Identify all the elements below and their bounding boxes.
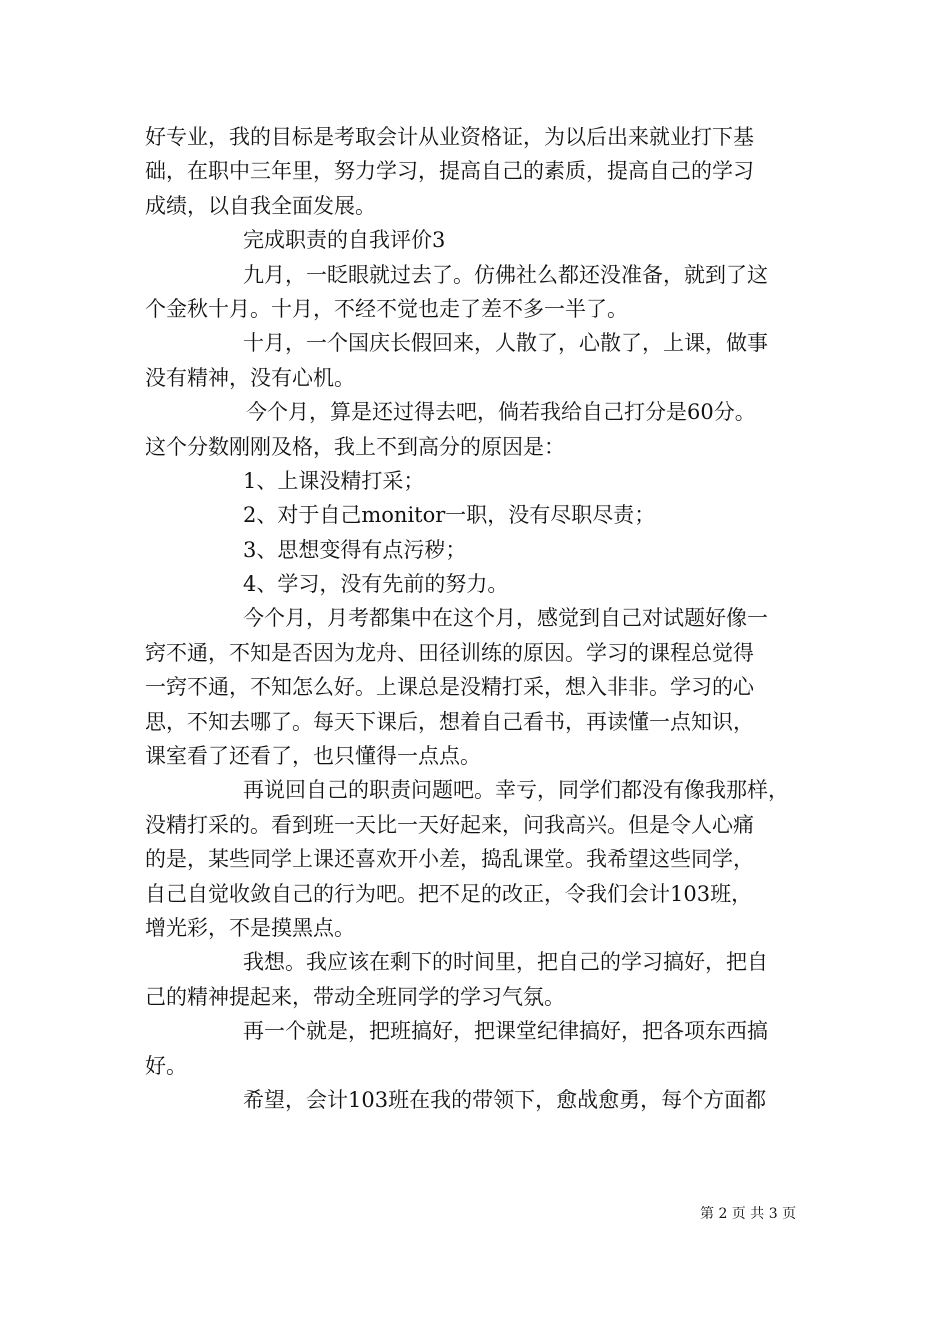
text-line: 再说回自己的职责问题吧。幸亏，同学们都没有像我那样，: [243, 778, 789, 803]
page-number: 第 2 页 共 3 页: [700, 1206, 797, 1222]
list-item: 2、对于自己monitor一职，没有尽职尽责；: [243, 503, 656, 528]
list-item: 3、思想变得有点污秽；: [243, 537, 467, 562]
list-item: 1、上课没精打采；: [243, 468, 425, 493]
text-line: 课室看了还看了，也只懂得一点点。: [145, 744, 481, 769]
document-body: [145, 120, 810, 1117]
text-line: 自己自觉收敛自己的行为吧。把不足的改正，令我们会计103班，: [145, 881, 753, 906]
text-line: 成绩，以自我全面发展。: [145, 193, 376, 218]
text-line: 一窍不通，不知怎么好。上课总是没精打采，想入非非。学习的心: [145, 675, 754, 700]
text-line: 今个月，月考都集中在这个月，感觉到自己对试题好像一: [243, 606, 768, 631]
text-line: 没精打采的。看到班一天比一天好起来，问我高兴。但是令人心痛: [145, 812, 754, 837]
text-line: 好专业，我的目标是考取会计从业资格证，为以后出来就业打下基: [145, 125, 754, 149]
text-line: 九月，一眨眼就过去了。仿佛社么都还没准备，就到了这: [243, 262, 768, 287]
list-item: 4、学习，没有先前的努力。: [243, 572, 509, 597]
text-line: 个金秋十月。十月，不经不觉也走了差不多一半了。: [145, 296, 628, 321]
text-line: 十月，一个国庆长假回来，人散了，心散了，上课，做事: [243, 331, 768, 356]
text-line: 没有精神，没有心机。: [145, 365, 355, 390]
text-line: 希望，会计103班在我的带领下，愈战愈勇，每个方面都: [243, 1087, 767, 1112]
section-heading: 完成职责的自我评价3: [243, 228, 446, 253]
text-line: 增光彩，不是摸黑点。: [145, 915, 355, 940]
text-line: 己的精神提起来，带动全班同学的学习气氛。: [145, 984, 565, 1009]
text-line: 好。: [145, 1053, 187, 1078]
text-line: 础，在职中三年里，努力学习，提高自己的素质，提高自己的学习: [145, 159, 754, 184]
text-line: 今个月，算是还过得去吧，倘若我给自己打分是60分。: [246, 400, 756, 425]
text-line: 的是，某些同学上课还喜欢开小差，捣乱课堂。我希望这些同学，: [145, 847, 754, 872]
text-line: 窍不通，不知是否因为龙舟、田径训练的原因。学习的课程总觉得: [145, 640, 754, 665]
text-line: 再一个就是，把班搞好，把课堂纪律搞好，把各项东西搞: [243, 1019, 768, 1044]
text-line: 思，不知去哪了。每天下课后，想着自己看书，再读懂一点知识，: [145, 709, 754, 734]
text-line: 这个分数刚刚及格，我上不到高分的原因是：: [145, 434, 565, 459]
text-line: 我想。我应该在剩下的时间里，把自己的学习搞好，把自: [243, 950, 768, 975]
